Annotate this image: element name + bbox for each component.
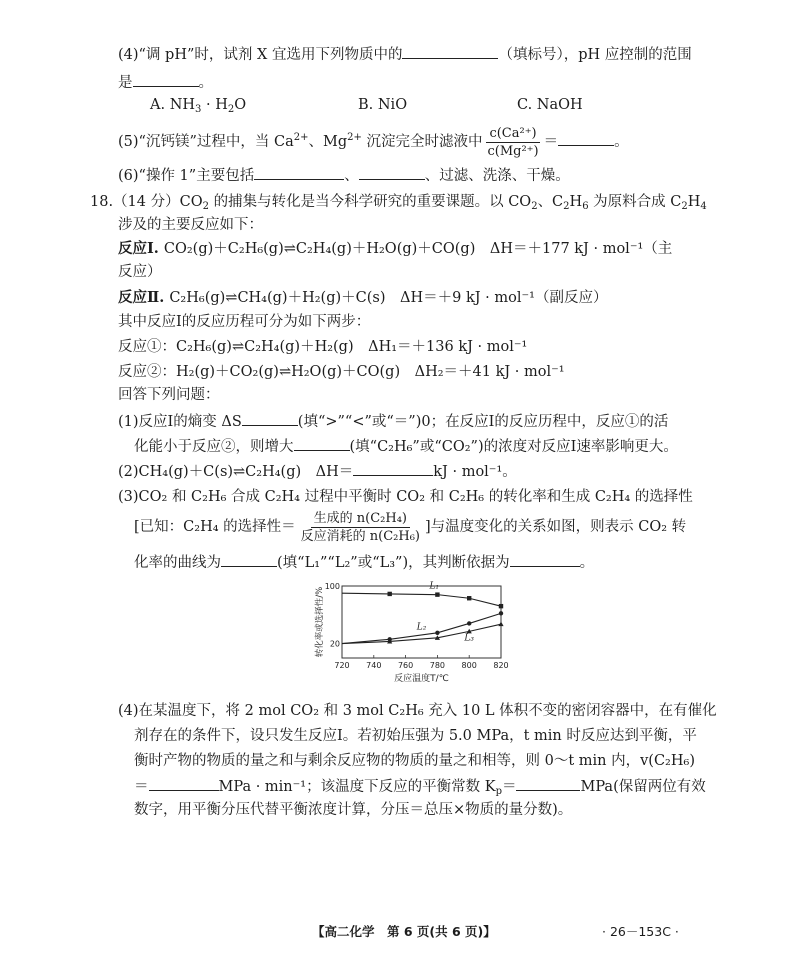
data-point-l2 [499, 611, 503, 615]
part1-line1: (1)反应Ⅰ的熵变 ΔS (填“>”“<”或“＝”)0；在反应Ⅰ的反应历程中，反应①的活 [118, 410, 668, 433]
part3-line2: [已知：C₂H₄ 的选择性＝ $\frac{\text{生成的 n(C₂H₄)}}{\text{反应消耗的 n(C₂H₆)}}$ ]与温度变化的关系如图，则表示 CO₂ 转 [134, 510, 687, 544]
reaction-2: 反应Ⅱ. C₂H₆(g)⇌CH₄(g)＋H₂(g)＋C(s) ΔH＝＋9 kJ · mol⁻¹（副反应） [118, 289, 608, 306]
y-axis-title: 转化率或选择性/% [315, 586, 325, 658]
selectivity-fraction: $\frac{\text{生成的 n(C₂H₄)}}{\text{反应消耗的 n(C₂H₆)}}$ [300, 510, 420, 544]
data-point-l1 [388, 592, 392, 596]
q6-blank-step2[interactable] [359, 164, 425, 180]
part4-blank-kp[interactable] [516, 775, 580, 791]
x-tick-label: 780 [429, 661, 446, 670]
q4-blank-ph-range[interactable] [133, 71, 199, 87]
step-1: 反应①：C₂H₆(g)⇌C₂H₄(g)＋H₂(g) ΔH₁＝＋136 kJ · mol⁻¹ [118, 339, 528, 355]
part3-line1: (3)CO₂ 和 C₂H₆ 合成 C₂H₄ 过程中平衡时 CO₂ 和 C₂H₆ 的转化率和生成 C₂H₄ 的选择性 [118, 489, 693, 505]
reaction-1-cont: 反应） [118, 264, 162, 280]
part1-blank-reactant[interactable] [294, 435, 350, 451]
part2-line: (2)CH₄(g)＋C(s)⇌C₂H₄(g) ΔH＝ kJ · mol⁻¹。 [118, 460, 517, 483]
x-tick-label: 760 [397, 661, 414, 670]
data-point-l2 [467, 621, 471, 625]
y-tick-label: 20 [329, 639, 340, 649]
temperature-chart [300, 578, 530, 690]
q4-blank-reagent[interactable] [402, 43, 498, 59]
reaction-1: 反应Ⅰ. CO₂(g)＋C₂H₆(g)⇌C₂H₄(g)＋H₂O(g)＋CO(g) ΔH＝＋177 kJ · mol⁻¹（主 [118, 240, 673, 257]
q6-blank-step1[interactable] [254, 164, 344, 180]
footer-page-info: 【高二化学 第 6 页(共 6 页)】 [312, 924, 496, 939]
chart-labels [314, 582, 509, 684]
q5-ratio-fraction: $\frac{\text{c(Ca²⁺)}}{\text{c(Mg²⁺)}}$ [487, 125, 539, 159]
step-2: 反应②：H₂(g)＋CO₂(g)⇌H₂O(g)＋CO(g) ΔH₂＝＋41 kJ · mol⁻¹ [118, 364, 565, 380]
part2-blank-enthalpy[interactable] [353, 460, 433, 476]
x-tick-label: 820 [493, 661, 509, 670]
chart-series [342, 592, 504, 644]
y-tick-label: 100 [324, 582, 340, 591]
series-label-l2: L₂ [416, 622, 427, 633]
q5-line: (5)“沉钙镁”过程中，当 $Ca^{2+}$、$Mg^{2+}$ 沉淀完全时滤液中 $\frac{\text{c(Ca²⁺)}}{\text{c(Mg²⁺)}}$ ＝ 。 [118, 125, 629, 159]
part4-blank-rate[interactable] [149, 775, 219, 791]
part4-line3: 衡时产物的物质的量之和与剩余反应物的物质的量之和相等，则 0～t min 内，v(C₂H₆) [134, 753, 695, 769]
part4-line2: 剂存在的条件下，设只发生反应Ⅰ。若初始压强为 5.0 MPa，t min 时反应达到平衡，平 [134, 728, 697, 744]
x-tick-label: 800 [461, 661, 477, 670]
data-point-l2 [435, 631, 439, 635]
footer-code: · 26－153C · [602, 924, 679, 939]
x-tick-label: 740 [366, 661, 382, 670]
q4-line2: 是 。 [118, 71, 213, 94]
data-point-l1 [435, 592, 439, 596]
answer-prompt: 回答下列问题： [118, 387, 220, 403]
part4-line5: 数字，用平衡分压代替平衡浓度计算，分压＝总压×物质的量分数)。 [134, 802, 573, 818]
q4-line1: (4)“调 pH”时，试剂 X 宜选用下列物质中的 （填标号），pH 应控制的范围 [118, 43, 692, 66]
q18-intro-line1: 18.（14 分）$CO_2$ 的捕集与转化是当今科学研究的重要课题。以 $CO_2$、$C_2H_6$ 为原料合成 $C_2H_4$ [90, 194, 707, 212]
part4-line1: (4)在某温度下，将 2 mol CO₂ 和 3 mol C₂H₆ 充入 10 L 体积不变的密闭容器中，在有催化 [118, 703, 717, 719]
q4-option-b: B. NiO [358, 97, 408, 113]
series-line-l1 [342, 593, 501, 606]
part4-line4: ＝ MPa · min⁻¹；该温度下反应的平衡常数 $K_p= MPa$(保留两位有效 [134, 775, 706, 798]
q5-blank-ratio[interactable] [558, 130, 614, 146]
mechanism-intro: 其中反应Ⅰ的反应历程可分为如下两步： [118, 314, 371, 330]
x-axis-title: 反应温度T/℃ [394, 674, 449, 684]
series-label-l3: L₃ [464, 633, 475, 644]
q6-line: (6)“操作 1”主要包括 、 、过滤、洗涤、干燥。 [118, 164, 570, 187]
data-point-l1 [467, 596, 471, 600]
x-tick-label: 720 [334, 661, 350, 670]
data-point-l3 [498, 622, 503, 627]
q4-option-c: C. NaOH [517, 97, 583, 113]
part1-blank-entropy[interactable] [242, 410, 298, 426]
part1-line2: 化能小于反应②，则增大 (填“C₂H₆”或“CO₂”)的浓度对反应Ⅰ速率影响更大。 [134, 435, 678, 458]
q4-option-a: A. $NH_3 \cdot H_2O$ [150, 97, 247, 115]
part3-line3: 化率的曲线为 (填“L₁”“L₂”或“L₃”)，其判断依据为 。 [134, 551, 594, 574]
data-point-l1 [499, 604, 503, 608]
part3-blank-reason[interactable] [510, 551, 580, 567]
part3-blank-curve[interactable] [221, 551, 277, 567]
q18-intro-line2: 涉及的主要反应如下： [118, 217, 263, 233]
series-label-l1: L₁ [429, 581, 440, 592]
